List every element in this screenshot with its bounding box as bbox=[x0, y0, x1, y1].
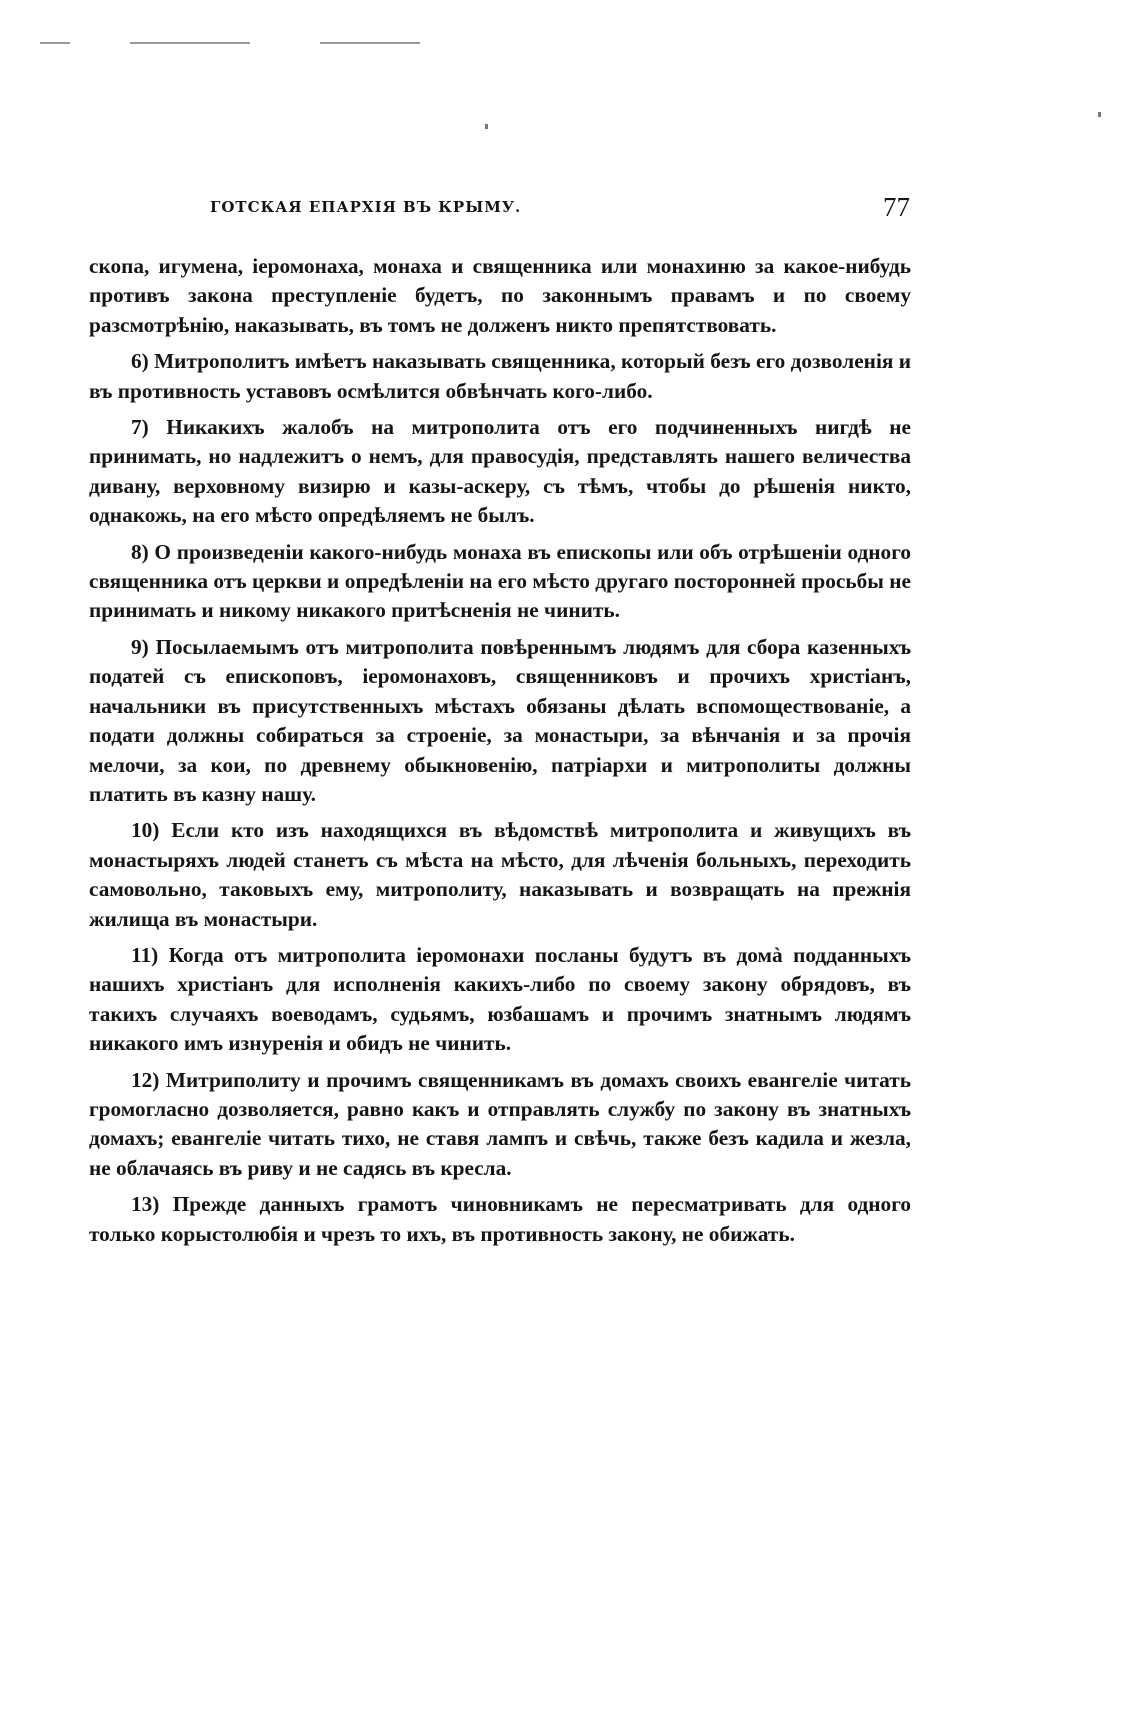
paragraph-item-7: 7) Никакихъ жалобъ на митрополита отъ его подчиненныхъ нигдѣ не принимать, но надлежитъ о немъ, для правосудія, представлять нашего величества дивану, верховному визирю и казы-аскеру, съ тѣмъ, чтобы до рѣшенія никто, однакожь, на его мѣсто опредѣляемъ не былъ. bbox=[89, 415, 911, 528]
scan-artifact bbox=[1098, 112, 1101, 117]
scan-artifact bbox=[130, 42, 250, 44]
paragraph-item-12: 12) Митриполиту и прочимъ священникамъ въ домахъ своихъ евангеліе читать громогласно дозволяется, равно какъ и отправлять службу по закону въ знатныхъ домахъ; евангеліе читать тихо, не ставя лампъ и свѣчь, также безъ кадила и жезла, не облачаясь въ риву и не садясь въ кресла. bbox=[89, 1067, 911, 1180]
page-header bbox=[90, 192, 910, 232]
paragraph-item-10: 10) Если кто изъ находящихся въ вѣдомствѣ митрополита и живущихъ въ монастыряхъ людей станетъ съ мѣста на мѣсто, для лѣченія больныхъ, переходить самовольно, таковыхъ ему, митрополиту, наказывать и возвращать на прежнія жилища въ монастыри. bbox=[89, 818, 911, 931]
scan-artifact bbox=[40, 42, 70, 44]
page-number: 77 bbox=[883, 192, 910, 222]
paragraph-item-8: 8) О произведеніи какого-нибудь монаха въ епископы или объ отрѣшеніи одного священника отъ церкви и опредѣленіи на его мѣсто другаго посторонней просьбы не принимать и никому никакого притѣсненія не чинить. bbox=[89, 539, 911, 623]
paragraph-item-6: 6) Митрополитъ имѣетъ наказывать священника, который безъ его дозволенія и въ противность уставовъ осмѣлится обвѣнчать кого-либо. bbox=[89, 349, 911, 403]
page-body bbox=[89, 252, 911, 1256]
paragraph-item-9: 9) Посылаемымъ отъ митрополита повѣреннымъ людямъ для сбора казенныхъ податей съ епископовъ, іеромонаховъ, священниковъ и прочихъ христіанъ, начальники въ присутственныхъ мѣстахъ обязаны дѣлать вспомоществованіе, а подати должны собираться за строеніе, за монастыри, за вѣнчанія и за прочія мелочи, за кои, по древнему обыкновенію, патріархи и митрополиты должны платить въ казну нашу. bbox=[89, 634, 911, 806]
paragraph-continuation: скопа, игумена, іеромонаха, монаха и священника или монахиню за какое-нибудь противъ закона преступленіе будетъ, по законнымъ правамъ и по своему разсмотрѣнію, наказывать, въ томъ не долженъ никто препятствовать. bbox=[89, 254, 911, 337]
running-title: ГОТСКАЯ ЕПАРХІЯ ВЪ КРЫМУ. bbox=[210, 198, 522, 216]
paragraph-item-11: 11) Когда отъ митрополита іеромонахи посланы будутъ въ домà подданныхъ нашихъ христіанъ для исполненія какихъ-либо по своему закону обрядовъ, въ такихъ случаяхъ воеводамъ, судьямъ, юзбашамъ и прочимъ знатнымъ людямъ никакого имъ изнуренія и обидъ не чинить. bbox=[89, 942, 911, 1056]
paragraph-item-13: 13) Прежде данныхъ грамотъ чиновникамъ не пересматривать для одного только корыстолюбія и чрезъ то ихъ, въ противность закону, не обижать. bbox=[89, 1192, 911, 1246]
scan-artifact bbox=[485, 124, 488, 129]
scan-artifact bbox=[320, 42, 420, 44]
